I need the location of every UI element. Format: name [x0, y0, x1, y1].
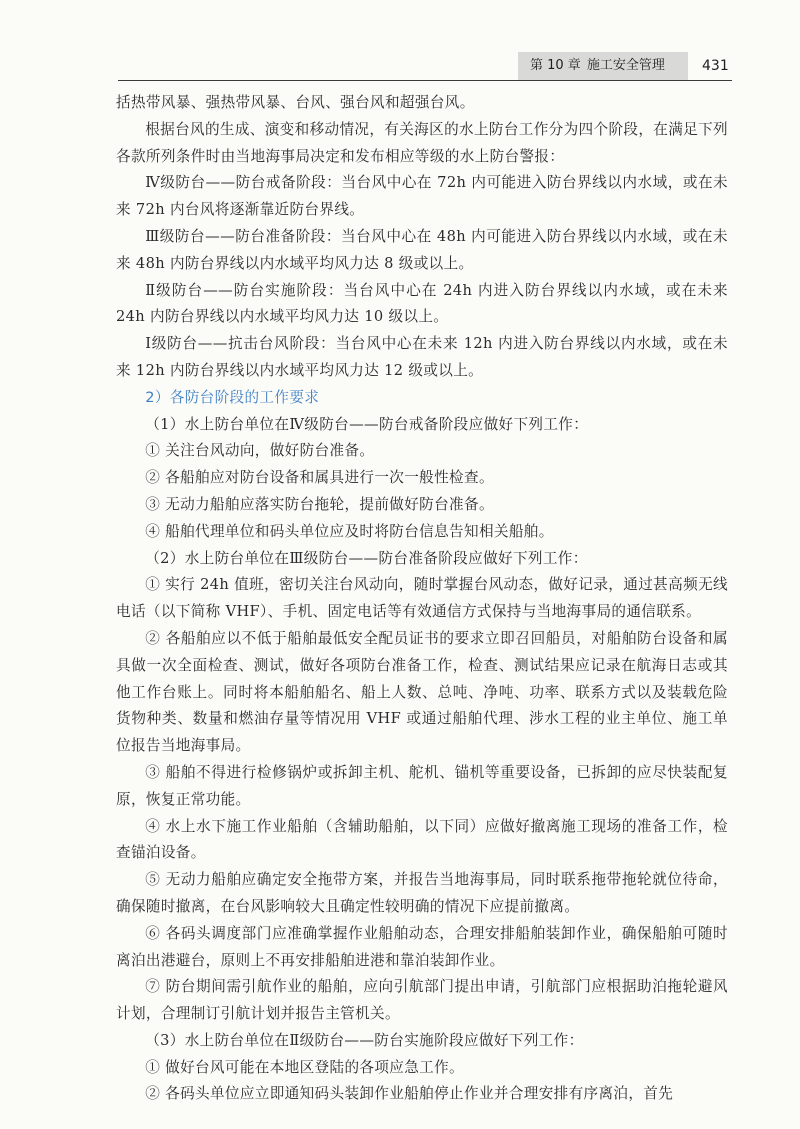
subsection-level-3: （2）水上防台单位在Ⅲ级防台——防台准备阶段应做好下列工作：: [145, 549, 588, 567]
paragraph-continuation: 括热带风暴、强热带风暴、台风、强台风和超强台风。: [116, 94, 475, 111]
list-item: ② 各船舶应以不低于船舶最低安全配员证书的要求立即召回船员，对船舶防台设备和属具做一次全面检查、测试，做好各项防台准备工作，检查、测试结果应记录在航海日志或其他工作台账上。同时将本船舶船名、船上人数、总吨、净吨、功率、联系方式以及装载危险货物种类、数量和燃油存量等情况用 VHF 或通过船舶代理、涉水工程的业主单位、施工单位报告当地海事局。: [116, 629, 728, 755]
paragraph-level-1: Ⅰ级防台——抗击台风阶段：当台风中心在未来 12h 内进入防台界线以内水域，或在未来 12h 内防台界线以内水域平均风力达 12 级或以上。: [116, 335, 728, 379]
page-number: 431: [702, 58, 729, 74]
paragraph-level-4: Ⅳ级防台——防台戒备阶段：当台风中心在 72h 内可能进入防台界线以内水域，或在未来 72h 内台风将逐渐靠近防台界线。: [116, 174, 728, 219]
list-item: ④ 船舶代理单位和码头单位应及时将防台信息告知相关船舶。: [145, 522, 554, 540]
subsection-level-2: （3）水上防台单位在Ⅱ级防台——防台实施阶段应做好下列工作：: [145, 1031, 584, 1049]
list-item: ⑥ 各码头调度部门应准确掌握作业船舶动态，合理安排船舶装卸作业，确保船舶可随时离泊出港避台，原则上不再安排船舶进港和靠泊装卸作业。: [116, 924, 728, 969]
paragraph-stages-intro: 根据台风的生成、演变和移动情况，有关海区的水上防台工作分为四个阶段，在满足下列各款所列条件时由当地海事局决定和发布相应等级的水上防台警报：: [116, 120, 728, 165]
chapter-number: 第 10 章: [530, 58, 581, 73]
page-body: [116, 90, 728, 1108]
list-item: ⑤ 无动力船舶应确定安全拖带方案，并报告当地海事局，同时联系拖带拖轮就位待命，确保随时撤离，在台风影响较大且确定性较明确的情况下应提前撤离。: [116, 871, 728, 915]
list-item: ① 做好台风可能在本地区登陆的各项应急工作。: [145, 1058, 464, 1076]
running-header: [0, 0, 800, 82]
list-item: ③ 无动力船舶应落实防台拖轮，提前做好防台准备。: [145, 495, 494, 513]
section-heading: 2）各防台阶段的工作要求: [145, 388, 320, 406]
list-item: ③ 船舶不得进行检修锅炉或拆卸主机、舵机、锚机等重要设备，已拆卸的应尽快装配复原，恢复正常功能。: [116, 763, 728, 808]
header-rule: [118, 80, 732, 81]
chapter-heading: [530, 54, 671, 78]
list-item: ① 关注台风动向，做好防台准备。: [145, 442, 375, 460]
chapter-title: 施工安全管理: [586, 58, 665, 73]
list-item: ② 各船舶应对防台设备和属具进行一次一般性检查。: [145, 469, 494, 487]
paragraph-level-3: Ⅲ级防台——防台准备阶段：当台风中心在 48h 内可能进入防台界线以内水域，或在未来 48h 内防台界线以内水域平均风力达 8 级或以上。: [116, 227, 728, 272]
subsection-level-4: （1）水上防台单位在Ⅳ级防台——防台戒备阶段应做好下列工作：: [145, 415, 589, 433]
list-item: ① 实行 24h 值班，密切关注台风动向，随时掌握台风动态，做好记录，通过甚高频无线电话（以下简称 VHF）、手机、固定电话等有效通信方式保持与当地海事局的通信联系。: [116, 576, 728, 621]
list-item: ⑦ 防台期间需引航作业的船舶，应向引航部门提出申请，引航部门应根据助泊拖轮避风计划，合理制订引航计划并报告主管机关。: [116, 978, 728, 1023]
list-item: ④ 水上水下施工作业船舶（含辅助船舶，以下同）应做好撤离施工现场的准备工作，检查锚泊设备。: [116, 817, 728, 862]
paragraph-level-2: Ⅱ级防台——防台实施阶段：当台风中心在 24h 内进入防台界线以内水域，或在未来 24h 内防台界线以内水域平均风力达 10 级以上。: [116, 281, 728, 326]
list-item: ② 各码头单位应立即通知码头装卸作业船舶停止作业并合理安排有序离泊，首先: [145, 1085, 674, 1103]
